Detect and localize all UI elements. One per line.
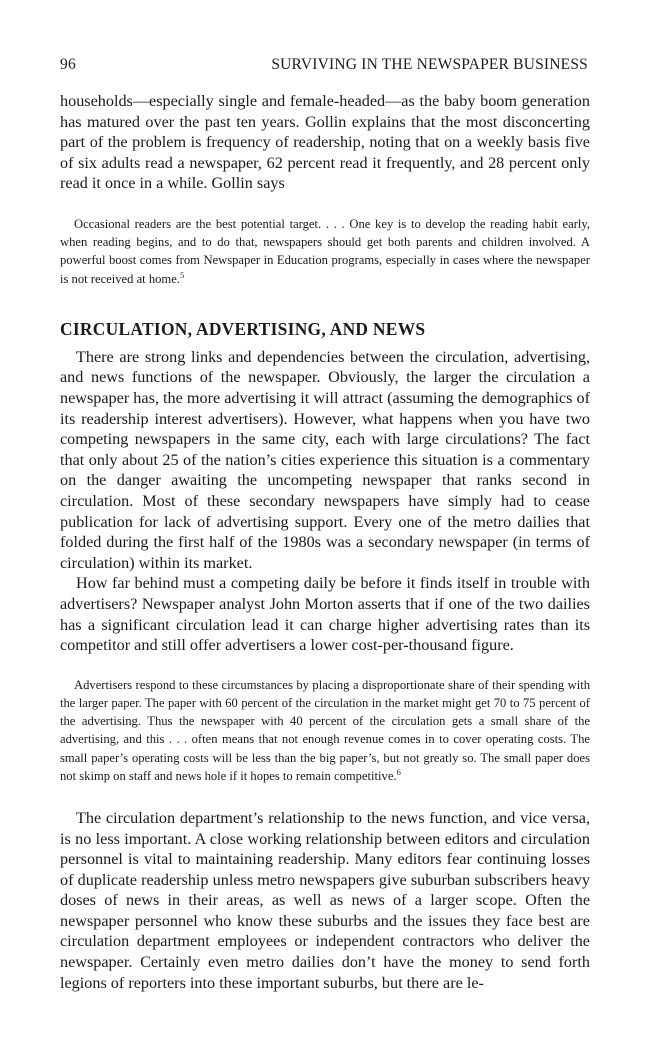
footnote-marker: 5 [179,269,185,280]
body-paragraph-continued: households—especially single and female-headed—as the baby boom generation has matured over the past ten years. Gollin explains that the most disconcerting part of the problem is frequency of readership, noting that on a weekly basis five of six adults read a newspaper, 62 percent read it frequently, and 28 percent only read it once in a while. Gollin says [60,92,590,193]
running-title: SURVIVING IN THE NEWSPAPER BUSINESS [271,56,588,73]
page-number: 96 [60,56,76,73]
block-quote-morton [60,676,590,785]
body-paragraph: How far behind must a competing daily be before it finds itself in trouble with advertisers? Newspaper analyst John Morton asserts that if one of the two dailies has a significant circulation lead it can charge higher advertising rates than its competitor and still offer advertisers a lower cost-per-thousand figure. [60,574,590,655]
block-quote-gollin [60,215,590,288]
section-heading: CIRCULATION, ADVERTISING, AND NEWS [60,318,426,339]
book-page [60,56,590,993]
block-quote-text: Occasional readers are the best potential target. . . . One key is to develop the reading habit early, when reading begins, and to do that, newspapers should get both parents and children involved. A powerful boost comes from Newspaper in Education programs, especially in cases where the newspaper is not received at home. [60,216,590,286]
body-paragraph: There are strong links and dependencies between the circulation, advertising, and news functions of the newspaper. Obviously, the larger the circulation a newspaper has, the more advertising it will attract (assuming the demographics of its readership interest advertisers). However, what happens when you have two competing newspapers in the same city, each with large circulations? The fact that only about 25 of the nation’s cities experience this situation is a commentary on the danger awaiting the uncompeting newspaper that ranks second in circulation. Most of these secondary newspapers have simply had to cease publication for lack of advertising support. Every one of the metro dailies that folded during the first half of the 1980s was a secondary newspaper (in terms of circulation) within its market. [60,347,590,572]
footnote-marker: 6 [396,766,401,777]
block-quote-text: Advertisers respond to these circumstances by placing a disproportionate share of their spending with the larger paper. The paper with 60 percent of the circulation in the market might get 70 to 75 percent of the advertising. Thus the newspaper with 40 percent of the circulation gets a small share of the advertising, and this . . . often means that not enough revenue comes in to cover operating costs. The small paper’s operating costs will be less than the big paper’s, but not greatly so. The small paper does not skimp on staff and news hole if it hopes to remain competitive. [60,677,590,783]
running-head [60,56,590,74]
body-paragraph: The circulation department’s relationship to the news function, and vice versa, is no less important. A close working relationship between editors and circulation personnel is vital to maintaining readership. Many editors fear continuing losses of duplicate readership unless metro newspapers give suburban subscribers heavy doses of news in their areas, as well as news of a larger scope. Often the newspaper personnel who know these suburbs and the issues they face best are circulation department employees or independent contractors who deliver the newspaper. Certainly even metro dailies don’t have the money to send forth legions of reporters into these important suburbs, but there are le- [60,808,590,992]
